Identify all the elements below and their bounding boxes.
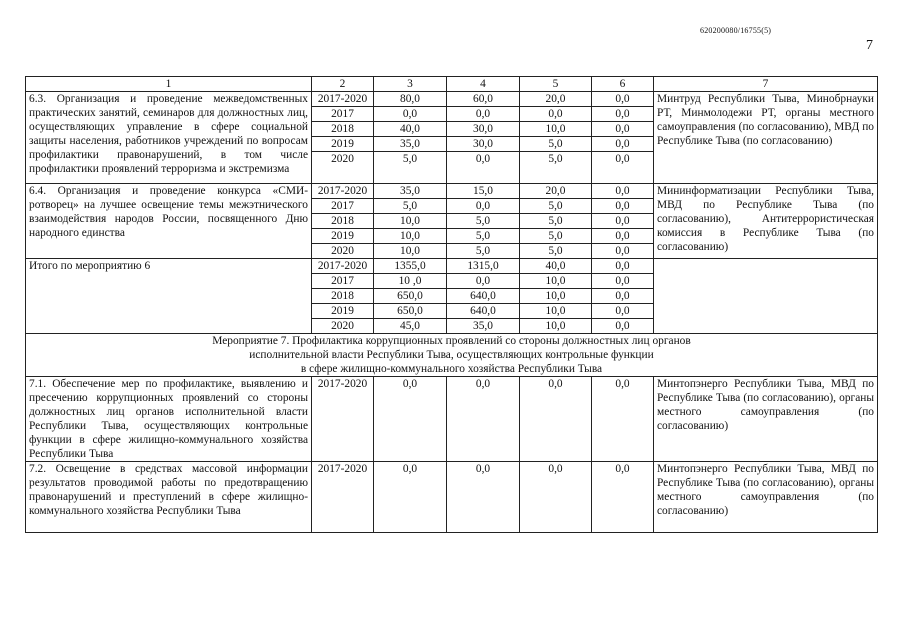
value-col5: 20,0 (520, 92, 592, 107)
value-col3: 10,0 (374, 214, 447, 229)
value-col5: 10,0 (520, 122, 592, 137)
year-cell: 2018 (312, 214, 374, 229)
value-col6: 0,0 (592, 184, 654, 199)
value-col3: 1355,0 (374, 259, 447, 274)
value-col6: 0,0 (592, 319, 654, 334)
value-col3: 0,0 (374, 462, 447, 533)
value-col4: 5,0 (447, 244, 520, 259)
value-col5: 5,0 (520, 199, 592, 214)
value-col5: 0,0 (520, 107, 592, 122)
value-col5: 0,0 (520, 377, 592, 462)
value-col3: 650,0 (374, 289, 447, 304)
section-heading-line-1: Мероприятие 7. Профилактика коррупционных проявлений со стороны должностных лиц органов (212, 335, 691, 347)
value-col5: 20,0 (520, 184, 592, 199)
section-heading-line-3: в сфере жилищно-коммунального хозяйства Республики Тыва (300, 363, 603, 375)
year-cell: 2018 (312, 289, 374, 304)
value-col5: 10,0 (520, 289, 592, 304)
table-row (26, 462, 878, 533)
item-description: 7.1. Обеспечение мер по профилактике, выявлению и пресечению коррупционных проявлений со стороны должностных лиц органов исполнительной власти Республики Тыва, осуществляющих контрольные функции в сфере жилищно-коммунального хозяйства Республики Тыва (26, 377, 312, 462)
value-col5: 0,0 (520, 462, 592, 533)
value-col4: 15,0 (447, 184, 520, 199)
year-cell: 2019 (312, 304, 374, 319)
value-col3: 5,0 (374, 199, 447, 214)
year-cell: 2020 (312, 152, 374, 184)
section-heading-line-2: исполнительной власти Республики Тыва, осуществляющих контрольные функции (249, 349, 654, 361)
value-col6: 0,0 (592, 244, 654, 259)
header-cell-3: 3 (374, 77, 447, 92)
value-col6: 0,0 (592, 122, 654, 137)
item-description: 7.2. Освещение в средствах массовой информации результатов проводимой работы по предотвращению правонарушений и преступлений в сфере жилищно-коммунального хозяйства Республики Тыва (26, 462, 312, 533)
header-cell-4: 4 (447, 77, 520, 92)
value-col5: 5,0 (520, 152, 592, 184)
value-col3: 35,0 (374, 137, 447, 152)
section-heading-row (26, 334, 878, 377)
year-cell: 2017 (312, 274, 374, 289)
value-col3: 40,0 (374, 122, 447, 137)
value-col5: 5,0 (520, 214, 592, 229)
year-cell: 2017 (312, 199, 374, 214)
value-col3: 5,0 (374, 152, 447, 184)
value-col6: 0,0 (592, 152, 654, 184)
section-heading (26, 334, 878, 377)
header-cell-6: 6 (592, 77, 654, 92)
year-cell: 2017-2020 (312, 92, 374, 107)
value-col6: 0,0 (592, 289, 654, 304)
value-col4: 30,0 (447, 122, 520, 137)
value-col5: 40,0 (520, 259, 592, 274)
year-cell: 2017 (312, 107, 374, 122)
value-col3: 650,0 (374, 304, 447, 319)
value-col3: 35,0 (374, 184, 447, 199)
item-executors: Минтруд Республики Тыва, Минобрнауки РТ, Минмолодежи РТ, органы местного самоуправления (по согласованию), МВД по Республике Тыва (по согласованию) (654, 92, 878, 184)
header-cell-7: 7 (654, 77, 878, 92)
value-col4: 0,0 (447, 274, 520, 289)
value-col4: 5,0 (447, 214, 520, 229)
value-col6: 0,0 (592, 259, 654, 274)
value-col6: 0,0 (592, 377, 654, 462)
value-col4: 0,0 (447, 152, 520, 184)
value-col6: 0,0 (592, 199, 654, 214)
value-col6: 0,0 (592, 137, 654, 152)
year-cell: 2017-2020 (312, 259, 374, 274)
value-col4: 1315,0 (447, 259, 520, 274)
year-cell: 2017-2020 (312, 184, 374, 199)
value-col4: 0,0 (447, 462, 520, 533)
table-row (26, 184, 878, 199)
item-description: 6.3. Организация и проведение межведомственных практических занятий, семинаров для должностных лиц, осуществляющих управление в сфере социальной защиты населения, работников учреждений по вопросам профилактики правонарушений, в том числе профилактики проявлений терроризма и экстремизма (26, 92, 312, 184)
value-col3: 0,0 (374, 377, 447, 462)
value-col3: 80,0 (374, 92, 447, 107)
value-col3: 10,0 (374, 244, 447, 259)
year-cell: 2019 (312, 137, 374, 152)
item-executors: Минтопэнерго Республики Тыва, МВД по Республике Тыва (по согласованию), органы местного самоуправления (по согласованию) (654, 377, 878, 462)
year-cell: 2017-2020 (312, 377, 374, 462)
value-col5: 5,0 (520, 229, 592, 244)
value-col5: 10,0 (520, 304, 592, 319)
header-cell-1: 1 (26, 77, 312, 92)
header-row (26, 77, 878, 92)
total-executors (654, 259, 878, 334)
value-col4: 640,0 (447, 304, 520, 319)
value-col4: 60,0 (447, 92, 520, 107)
value-col3: 45,0 (374, 319, 447, 334)
item-executors: Минтопэнерго Республики Тыва, МВД по Республике Тыва (по согласованию), органы местного самоуправления (по согласованию) (654, 462, 878, 533)
document-code: 620200080/16755(5) (700, 26, 772, 35)
table-row (26, 259, 878, 274)
value-col6: 0,0 (592, 229, 654, 244)
item-executors: Мининформатизации Республики Тыва, МВД по Республике Тыва (по согласованию), Антитеррористическая комиссия в Республике Тыва (по согласованию) (654, 184, 878, 259)
table-body (26, 77, 878, 533)
value-col3: 10,0 (374, 229, 447, 244)
value-col4: 5,0 (447, 229, 520, 244)
value-col6: 0,0 (592, 462, 654, 533)
value-col6: 0,0 (592, 214, 654, 229)
year-cell: 2018 (312, 122, 374, 137)
value-col6: 0,0 (592, 92, 654, 107)
value-col4: 0,0 (447, 377, 520, 462)
item-description: 6.4. Организация и проведение конкурса «СМИ-ротворец» на лучшее освещение темы межэтнического взаимодействия народов России, посвященного Дню народного единства (26, 184, 312, 259)
value-col4: 640,0 (447, 289, 520, 304)
table-row (26, 377, 878, 462)
total-label: Итого по мероприятию 6 (26, 259, 312, 334)
year-cell: 2017-2020 (312, 462, 374, 533)
year-cell: 2019 (312, 229, 374, 244)
value-col5: 5,0 (520, 244, 592, 259)
value-col6: 0,0 (592, 274, 654, 289)
value-col4: 30,0 (447, 137, 520, 152)
value-col4: 35,0 (447, 319, 520, 334)
value-col6: 0,0 (592, 107, 654, 122)
value-col5: 10,0 (520, 319, 592, 334)
value-col5: 5,0 (520, 137, 592, 152)
value-col6: 0,0 (592, 304, 654, 319)
value-col3: 0,0 (374, 107, 447, 122)
header-cell-2: 2 (312, 77, 374, 92)
value-col4: 0,0 (447, 107, 520, 122)
value-col5: 10,0 (520, 274, 592, 289)
program-table (25, 76, 878, 533)
value-col3: 10 ,0 (374, 274, 447, 289)
header-cell-5: 5 (520, 77, 592, 92)
year-cell: 2020 (312, 319, 374, 334)
value-col4: 0,0 (447, 199, 520, 214)
page-number: 7 (866, 38, 873, 53)
table-row (26, 92, 878, 107)
year-cell: 2020 (312, 244, 374, 259)
